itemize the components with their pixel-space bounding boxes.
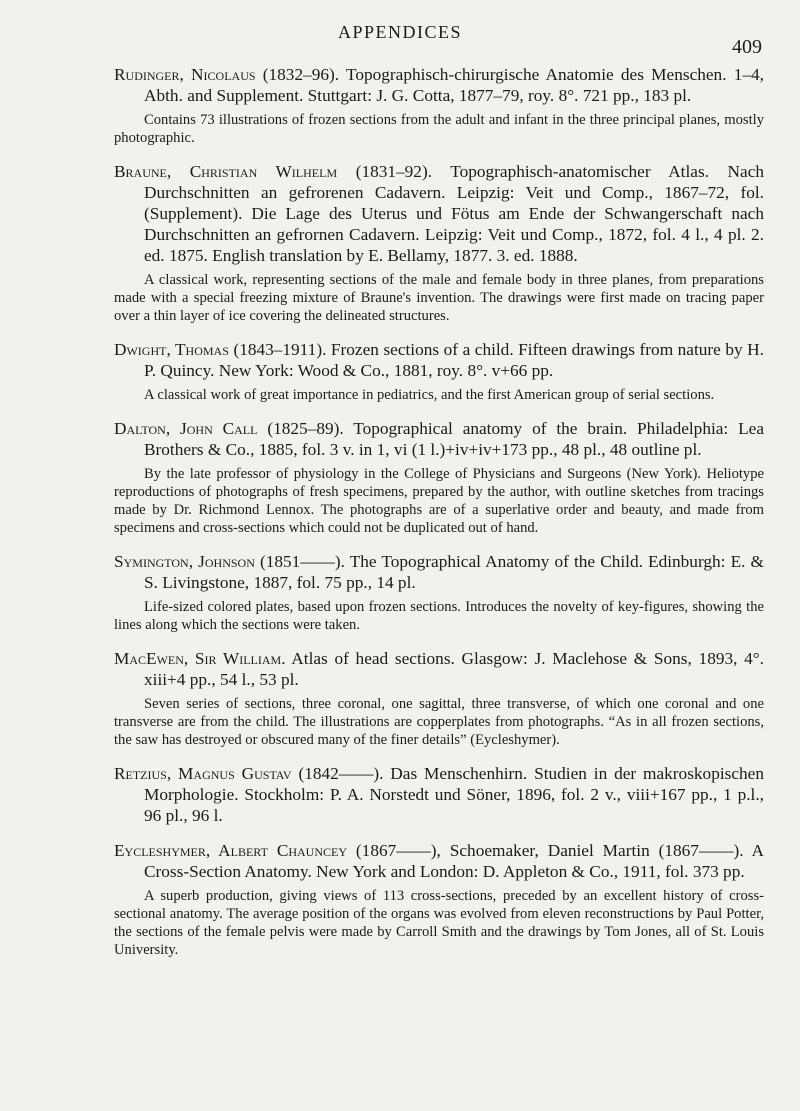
bibliography-list — [114, 64, 764, 973]
bibliography-entry — [114, 648, 764, 749]
annotation: A classical work of great importance in pediatrics, and the first American group of serial sections. — [144, 387, 715, 403]
bibliography-entry — [114, 418, 764, 537]
annotation: A classical work, representing sections of the male and female body in three planes, from preparations made with a special freezing mixture of Braune's invention. The drawings were first made on tracing paper over a thin layer of ice covering the delineated structures. — [114, 272, 764, 324]
annotation: Life-sized colored plates, based upon frozen sections. Introduces the novelty of key-figures, showing the lines along which the sections were taken. — [114, 599, 764, 633]
annotation: Contains 73 illustrations of frozen sections from the adult and infant in the three principal planes, mostly photographic. — [114, 112, 764, 146]
bibliography-entry — [114, 161, 764, 325]
citation-text: (1831–92). Topographisch-anatomischer Atlas. Nach Durchschnitten an gefrorenen Cadavern. Leipzig: Veit und Comp., 1867–72, fol. (Supplement). Die Lage des Uterus und Fötus am Ende der Schwangerschaft nach Durchschnitten an gefrornen Cadavern. Leipzig: Veit und Comp., 1872, fol. 4 l., 4 pl. 2. ed. 1875. English translation by E. Bellamy, 1877. 3. ed. 1888. — [144, 162, 765, 265]
author-name: Retzius, Magnus Gustav — [114, 764, 292, 783]
bibliography-entry — [114, 551, 764, 634]
author-name: Symington, Johnson — [114, 552, 255, 571]
annotation: Seven series of sections, three coronal, one sagittal, three transverse, of which one coronal and one transverse are from the child. The illustrations are copperplates from photographs. “As in all frozen sections, the saw has destroyed or obscured many of the finer details” (Eycleshymer). — [114, 696, 764, 748]
citation — [114, 339, 764, 381]
annotation: By the late professor of physiology in the College of Physicians and Surgeons (New York). Heliotype reproductions of photographs of fresh specimens, prepared by the author, with outline sketches from tracings made by Dr. Richmond Lennox. The photographs are of a superlative order and beauty, and made from specimens and cross-sections which could not be duplicated out of hand. — [114, 466, 764, 536]
author-name: Dalton, John Call — [114, 419, 258, 438]
citation — [114, 418, 764, 460]
citation-text: (1843–1911). Frozen sections of a child. Fifteen drawings from nature by H. P. Quincy. New York: Wood & Co., 1881, roy. 8°. v+66 pp. — [144, 340, 764, 380]
citation-text: (1842——). Das Menschenhirn. Studien in der makroskopischen Morphologie. Stockholm: P. A. Norstedt und Söner, 1896, fol. 2 v., viii+167 pp., 1 p.l., 96 pl., 96 l. — [144, 764, 764, 825]
bibliography-entry — [114, 763, 764, 826]
citation-text: . Atlas of head sections. Glasgow: J. Maclehose & Sons, 1893, 4°. xiii+4 pp., 54 l., 53 pl. — [144, 649, 764, 689]
author-name: Braune, Christian Wilhelm — [114, 162, 338, 181]
citation — [114, 840, 764, 882]
annotation: A superb production, giving views of 113 cross-sections, preceded by an excellent history of cross-sectional anatomy. The average position of the organs was evolved from eleven reconstructions by Paul Potter, the sections of the female pelvis were made by Carroll Smith and the drawings by Tom Jones, all of St. Louis University. — [114, 888, 764, 958]
running-head: APPENDICES — [337, 22, 463, 42]
citation — [114, 763, 764, 826]
citation-text: (1851——). The Topographical Anatomy of the Child. Edinburgh: E. & S. Livingstone, 1887, fol. 75 pp., 14 pl. — [144, 552, 764, 592]
citation — [114, 161, 764, 266]
page-number: 409 — [732, 36, 762, 58]
author-name: Dwight, Thomas — [114, 340, 229, 359]
citation — [114, 551, 764, 593]
bibliography-entry — [114, 840, 764, 959]
citation-text: (1825–89). Topographical anatomy of the brain. Philadelphia: Lea Brothers & Co., 1885, fol. 3 v. in 1, vi (1 l.)+iv+iv+173 pp., 48 pl., 48 outline pl. — [144, 419, 765, 459]
bibliography-entry — [114, 64, 764, 147]
author-name: MacEwen, Sir William — [114, 649, 282, 668]
citation-text: (1867——), Schoemaker, Daniel Martin (1867——). A Cross-Section Anatomy. New York and London: D. Appleton & Co., 1911, fol. 373 pp. — [144, 841, 764, 881]
bibliography-entry — [114, 339, 764, 404]
author-name: Rudinger, Nicolaus — [114, 65, 256, 84]
author-name: Eycleshymer, Albert Chauncey — [114, 841, 348, 860]
citation-text: (1832–96). Topographisch-chirurgische Anatomie des Menschen. 1–4, Abth. and Supplement. Stuttgart: J. G. Cotta, 1877–79, roy. 8°. 721 pp., 183 pl. — [144, 65, 764, 105]
citation — [114, 64, 764, 106]
citation — [114, 648, 764, 690]
